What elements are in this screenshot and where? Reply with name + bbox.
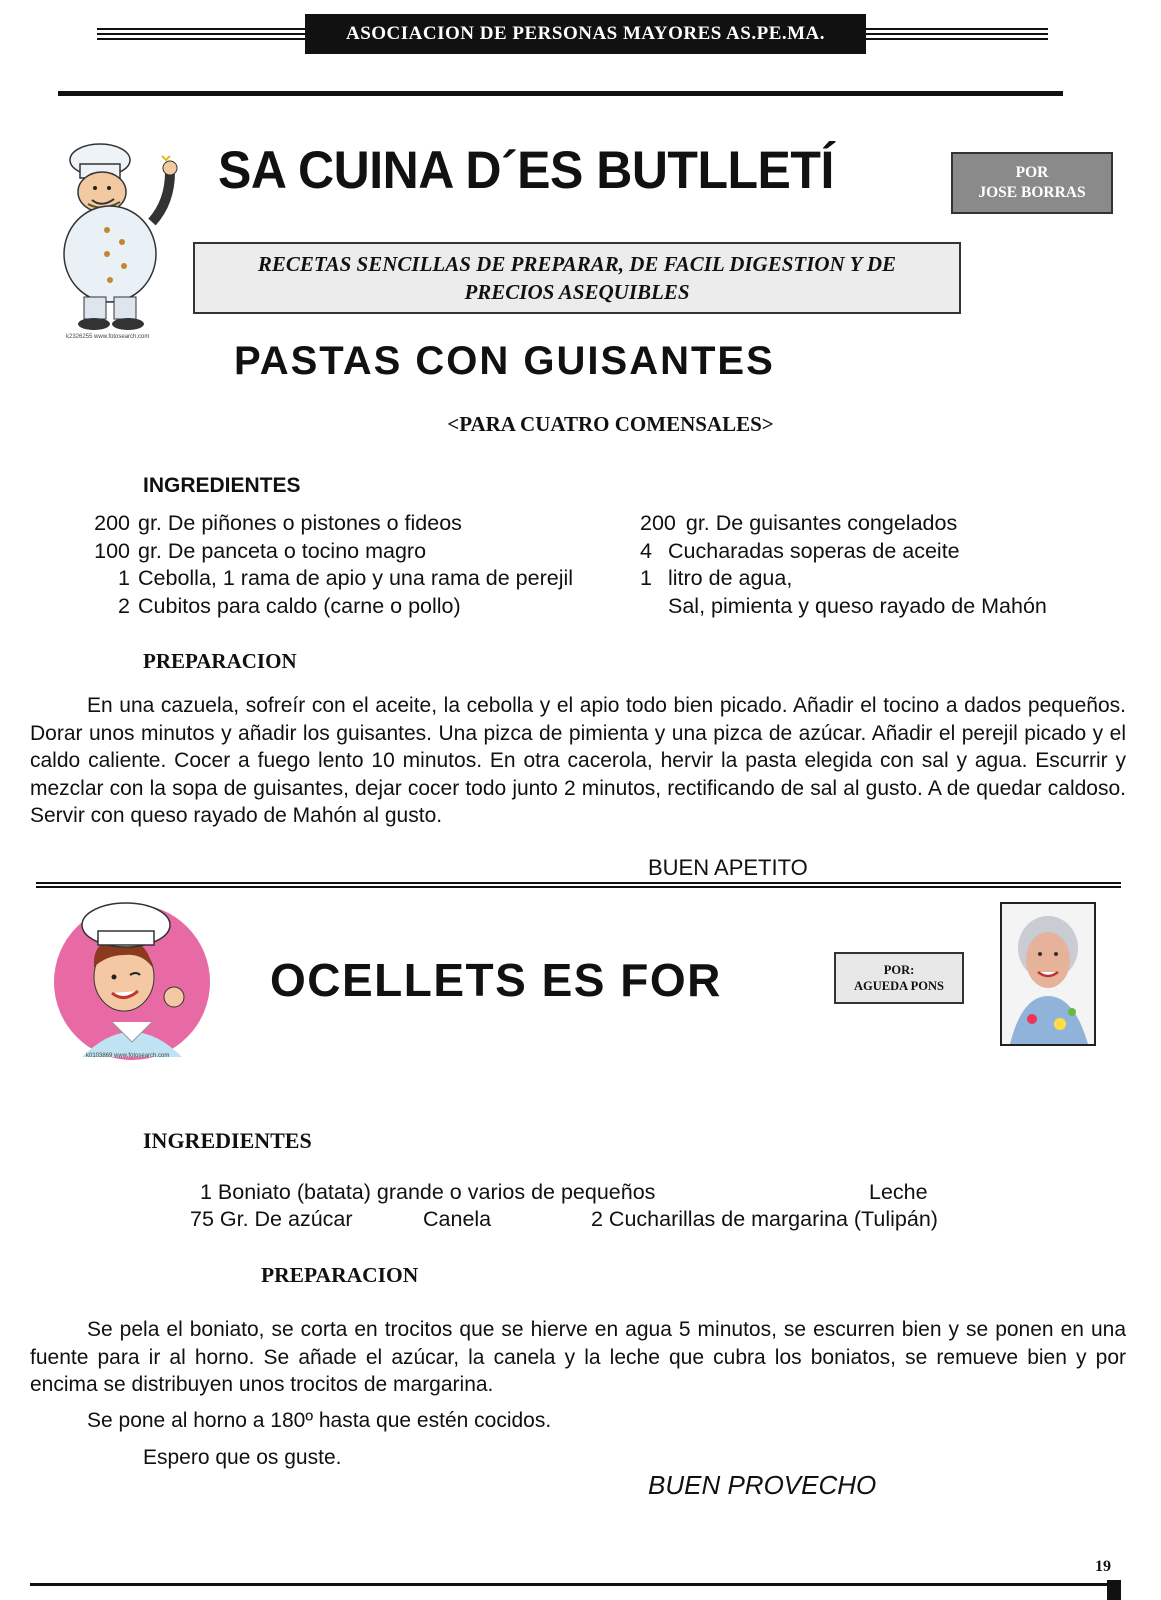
author-box xyxy=(951,152,1113,214)
author-photo xyxy=(1000,902,1096,1046)
recipe-title: PASTAS CON GUISANTES xyxy=(234,339,775,383)
subtitle-line: PRECIOS ASEQUIBLES xyxy=(464,280,690,304)
organization-banner: ASOCIACION DE PERSONAS MAYORES AS.PE.MA. xyxy=(305,14,866,54)
ingredient-item: 100 gr. De panceta o tocino magro xyxy=(94,538,427,563)
section-divider xyxy=(36,882,1121,888)
oven-instruction: Se pone al horno a 180º hasta que estén cocidos. xyxy=(87,1409,552,1432)
ingredient-item: Leche xyxy=(869,1180,928,1204)
wish-text: Espero que os guste. xyxy=(143,1446,342,1469)
header-divider xyxy=(58,91,1063,96)
footer-tab xyxy=(1107,1580,1121,1600)
preparation-heading: PREPARACION xyxy=(261,1263,419,1287)
ingredient-item: 1 Boniato (batata) grande o varios de pequeños xyxy=(200,1180,656,1204)
ingredient-item: 4 Cucharadas soperas de aceite xyxy=(640,538,960,563)
preparation-text: Se pela el boniato, se corta en trocitos que se hierve en agua 5 minutos, se escurren bien y se ponen en una fuente para ir al horno. Se añade el azúcar, la canela y la leche que cubra los boniatos, se remueve bien y por encima se distribuyen unos trocitos de margarina. xyxy=(30,1318,1126,1396)
author-label: POR: xyxy=(883,963,915,977)
preparation-text: En una cazuela, sofreír con el aceite, la cebolla y el apio todo bien picado. Añadir el tocino a dados pequeños. Dorar unos minutos y añadir los guisantes. Una pizca de pimienta y una pizca de azúcar. Añadir el perejil picado y el caldo caliente. Cocer a fuego lento 10 minutos. En otra cacerola, hervir la pasta elegida con sal y agua. Escurrir y mezclar con la sopa de guisantes, dejar cocer todo junto 2 minutos, rectificando de sal al gusto. A de quedar caldoso. Servir con queso rayado de Mahón al gusto. xyxy=(30,694,1126,827)
closing-text: BUEN APETITO xyxy=(648,855,808,880)
ingredient-item: 1 litro de agua, xyxy=(640,566,793,590)
image-credit: k0103869 www.fotosearch.com xyxy=(86,1053,170,1059)
subtitle-line: RECETAS SENCILLAS DE PREPARAR, DE FACIL DIGESTION Y DE xyxy=(257,252,897,276)
page-number: 19 xyxy=(1095,1558,1111,1575)
author-name: JOSE BORRAS xyxy=(978,184,1086,201)
ingredient-item: 2 Cucharillas de margarina (Tulipán) xyxy=(591,1207,938,1231)
ingredients-heading: INGREDIENTES xyxy=(143,1128,312,1153)
image-credit: k2326255 www.fotosearch.com xyxy=(66,334,150,340)
chef-illustration xyxy=(52,142,182,342)
author-box xyxy=(834,952,964,1004)
ingredient-item: 200 gr. De piñones o pistones o fideos xyxy=(94,511,462,535)
subtitle-box xyxy=(193,242,961,314)
servings-note: <PARA CUATRO COMENSALES> xyxy=(447,412,774,436)
ingredient-item: 75 Gr. De azúcar xyxy=(190,1207,353,1231)
footer-rule xyxy=(30,1583,1120,1586)
ingredients-list-right xyxy=(640,510,1047,620)
ingredient-item: 1 Cebolla, 1 rama de apio y una rama de perejil xyxy=(118,566,574,590)
closing-text: BUEN PROVECHO xyxy=(648,1470,877,1500)
cook-illustration xyxy=(52,897,212,1062)
author-label: POR xyxy=(1015,164,1049,181)
ingredient-item: Canela xyxy=(423,1207,492,1231)
preparation-heading: PREPARACION xyxy=(143,649,297,673)
column-title: SA CUINA D´ES BUTLLETÍ xyxy=(218,140,834,200)
ingredient-item: 2 Cubitos para caldo (carne o pollo) xyxy=(118,593,461,618)
ingredients-heading: INGREDIENTES xyxy=(143,474,301,497)
ingredients-list-left xyxy=(80,510,573,620)
ingredient-item: Sal, pimienta y queso rayado de Mahón xyxy=(668,593,1047,618)
author-name: AGUEDA PONS xyxy=(854,979,944,993)
recipe-title: OCELLETS ES FOR xyxy=(270,954,722,1006)
ingredient-item: 200 gr. De guisantes congelados xyxy=(640,511,958,535)
